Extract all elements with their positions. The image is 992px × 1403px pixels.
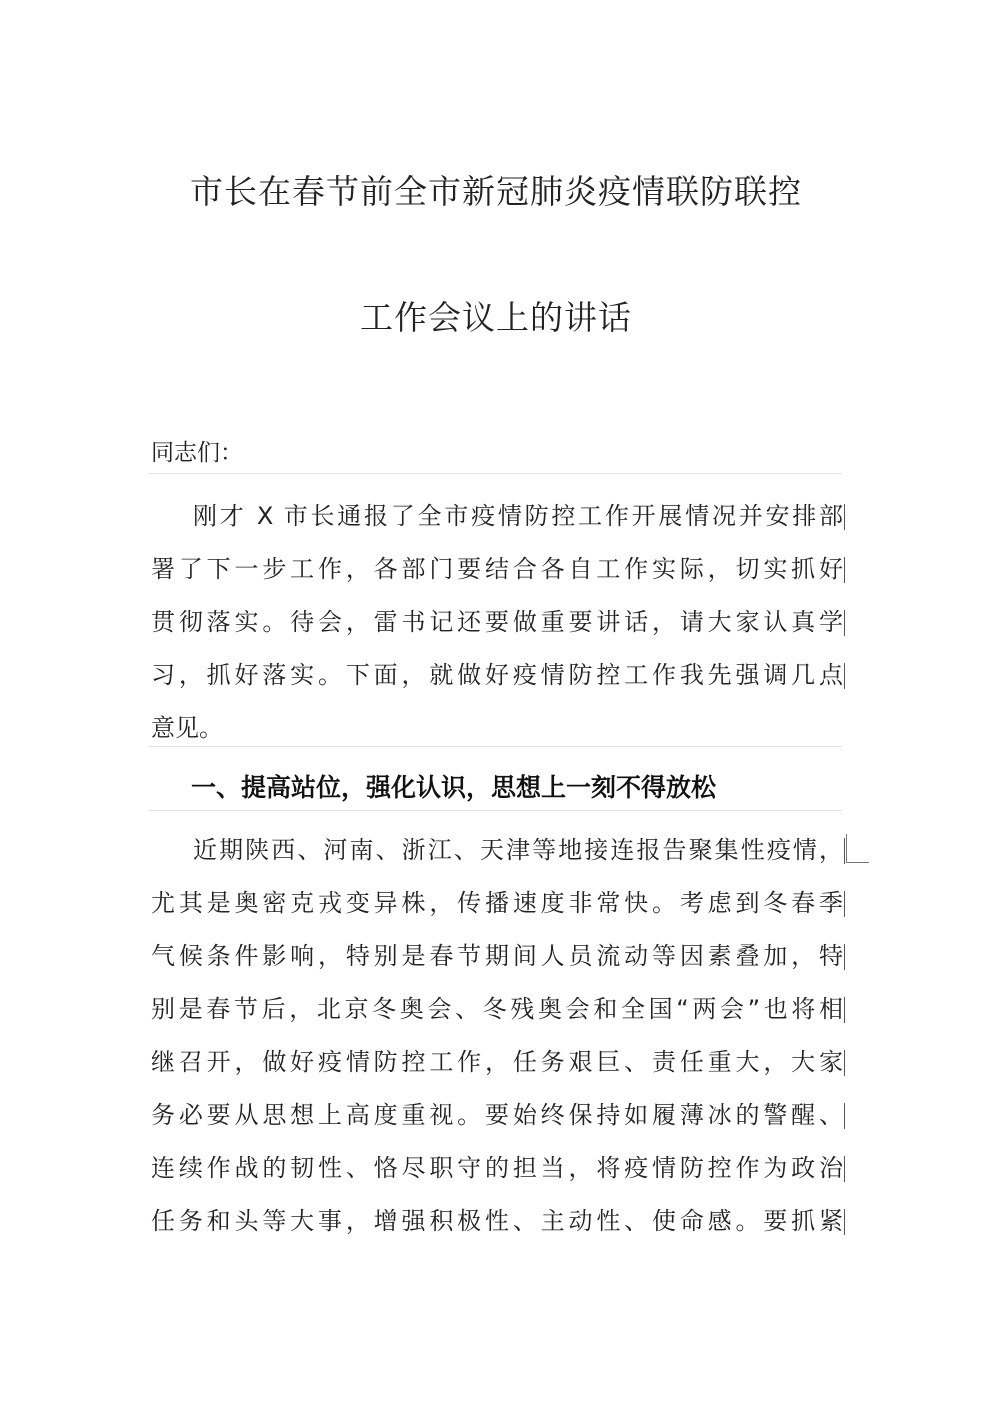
paragraph-line: 任务和头等大事，增强积极性、主动性、使命感。要抓紧 bbox=[151, 1207, 843, 1235]
section-heading: 一、提高站位，强化认识，思想上一刻不得放松 bbox=[191, 773, 717, 802]
margin-mark bbox=[844, 1209, 845, 1235]
paragraph-line: 贯彻落实。待会，雷书记还要做重要讲话，请大家认真学 bbox=[151, 608, 843, 636]
paragraph-line: 尤其是奥密克戎变异株，传播速度非常快。考虑到冬春季 bbox=[151, 889, 843, 917]
margin-mark bbox=[844, 944, 845, 970]
margin-mark bbox=[844, 663, 845, 689]
margin-mark bbox=[844, 610, 845, 636]
paragraph-1 bbox=[151, 490, 843, 755]
margin-mark bbox=[844, 504, 845, 530]
paragraph-line: 务必要从思想上高度重视。要始终保持如履薄冰的警醒、 bbox=[151, 1101, 843, 1129]
paragraph-line: 继召开，做好疫情防控工作，任务艰巨、责任重大，大家 bbox=[151, 1048, 843, 1076]
paragraph-line: 意见。 bbox=[151, 714, 223, 742]
paragraph-line: 连续作战的韧性、恪尽职守的担当，将疫情防控作为政治 bbox=[151, 1154, 843, 1182]
document-title-line-1: 市长在春节前全市新冠肺炎疫情联防联控 bbox=[190, 172, 802, 211]
paragraph-line: 别是春节后，北京冬奥会、冬残奥会和全国“两会”也将相 bbox=[151, 995, 843, 1023]
divider bbox=[148, 473, 842, 474]
margin-mark bbox=[844, 1156, 845, 1182]
margin-mark bbox=[844, 557, 845, 583]
divider bbox=[148, 810, 842, 811]
paragraph-line: 习，抓好落实。下面，就做好疫情防控工作我先强调几点 bbox=[151, 661, 843, 689]
paragraph-2 bbox=[151, 824, 843, 1248]
salutation: 同志们： bbox=[151, 440, 243, 466]
margin-mark bbox=[844, 1050, 845, 1076]
margin-corner-mark bbox=[846, 834, 869, 863]
margin-mark bbox=[844, 1103, 845, 1129]
margin-mark bbox=[844, 891, 845, 917]
paragraph-line: 气候条件影响，特别是春节期间人员流动等因素叠加，特 bbox=[151, 942, 843, 970]
paragraph-line: 刚才 X 市长通报了全市疫情防控工作开展情况并安排部 bbox=[193, 502, 843, 530]
margin-mark bbox=[844, 838, 845, 864]
paragraph-line: 署了下一步工作，各部门要结合各自工作实际，切实抓好 bbox=[151, 555, 843, 583]
document-title-line-2: 工作会议上的讲话 bbox=[360, 298, 632, 337]
divider bbox=[148, 746, 842, 747]
paragraph-line: 近期陕西、河南、浙江、天津等地接连报告聚集性疫情， bbox=[193, 836, 843, 864]
margin-mark bbox=[844, 997, 845, 1023]
